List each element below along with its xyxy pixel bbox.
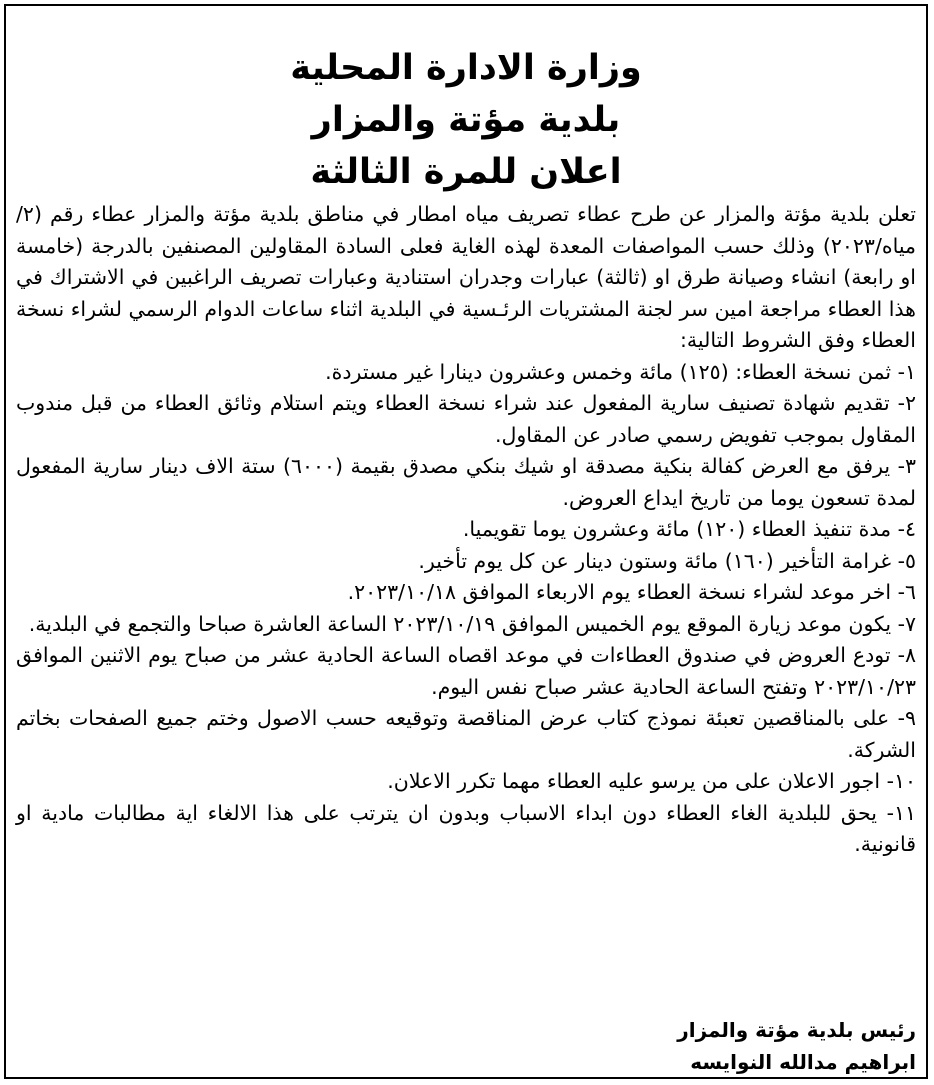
condition-item: ٥- غرامة التأخير (١٦٠) مائة وستون دينار عن كل يوم تأخير. [418,548,916,573]
ministry-title: وزارة الادارة المحلية [290,48,642,88]
condition-item: ٦- اخر موعد لشراء نسخة العطاء يوم الاربعاء الموافق ٢٠٢٣/١٠/١٨. [347,580,916,604]
intro-paragraph: تعلن بلدية مؤتة والمزار عن طرح عطاء تصريف مياه امطار في مناطق بلدية مؤتة والمزار عطاء رقم (٢/مياه/٢٠٢٣) وذلك حسب المواصفات المعدة لهذه الغاية فعلى السادة المقاولين المصنفين بالدرجة (خامسة او رابعة) انشاء وصيانة طرق او (ثالثة) عبارات وجدران استنادية وعبارات تصريف الراغبين في الاشتراك في هذا العطاء مراجعة امين سر لجنة المشتريات الرئـسية في البلدية اثناء ساعات الدوام الرسمي لشراء نسخة العطاء وفق الشروط التالية: [16,202,916,352]
condition-item: ١٠- اجور الاعلان على من يرسو عليه العطاء مهما تكرر الاعلان. [387,769,916,793]
signature-title: رئيس بلدية مؤتة والمزار [677,1018,916,1042]
condition-item: ٤- مدة تنفيذ العطاء (١٢٠) مائة وعشرون يوما تقويميا. [462,517,916,541]
condition-item: ١- ثمن نسخة العطاء: (١٢٥) مائة وخمس وعشرون دينارا غير مستردة. [325,359,916,384]
condition-item: ٢- تقديم شهادة تصنيف سارية المفعول عند شراء نسخة العطاء ويتم استلام وثائق العطاء من قبل مندوب المقاول بموجب تفويض رسمي صادر عن المقاول. [16,391,916,447]
municipality-title: بلدية مؤتة والمزار [311,100,621,140]
condition-item: ٨- تودع العروض في صندوق العطاءات في موعد اقصاه الساعة الحادية عشر من صباح يوم الاثنين الموافق ٢٠٢٣/١٠/٢٣ وتفتح الساعة الحادية عشر صباح نفس اليوم. [16,643,916,699]
signature-block [677,1014,916,1078]
condition-item: ٧- يكون موعد زيارة الموقع يوم الخميس الموافق ٢٠٢٣/١٠/١٩ الساعة العاشرة صباحا والتجمع في البلدية. [28,611,916,636]
announcement-frame [4,4,928,1079]
condition-item: ٩- على بالمناقصين تعبئة نموذج كتاب عرض المناقصة وتوقيعه حسب الاصول وختم جميع الصفحات بخاتم الشركة. [16,706,916,762]
condition-item: ١١- يحق للبلدية الغاء العطاء دون ابداء الاسباب وبدون ان يترتب على هذا الالغاء اية مطالبات مادية او قانونية. [16,800,916,856]
announcement-title: اعلان للمرة الثالثة [310,152,622,192]
announcement-body [16,199,916,861]
signature-name: ابراهيم مدالله النوايسه [690,1050,916,1074]
announcement-content [16,42,916,1074]
condition-item: ٣- يرفق مع العرض كفالة بنكية مصدقة او شيك بنكي مصدق بقيمة (٦٠٠٠) ستة الاف دينار سارية المفعول لمدة تسعون يوما من تاريخ ايداع العروض. [16,454,916,510]
